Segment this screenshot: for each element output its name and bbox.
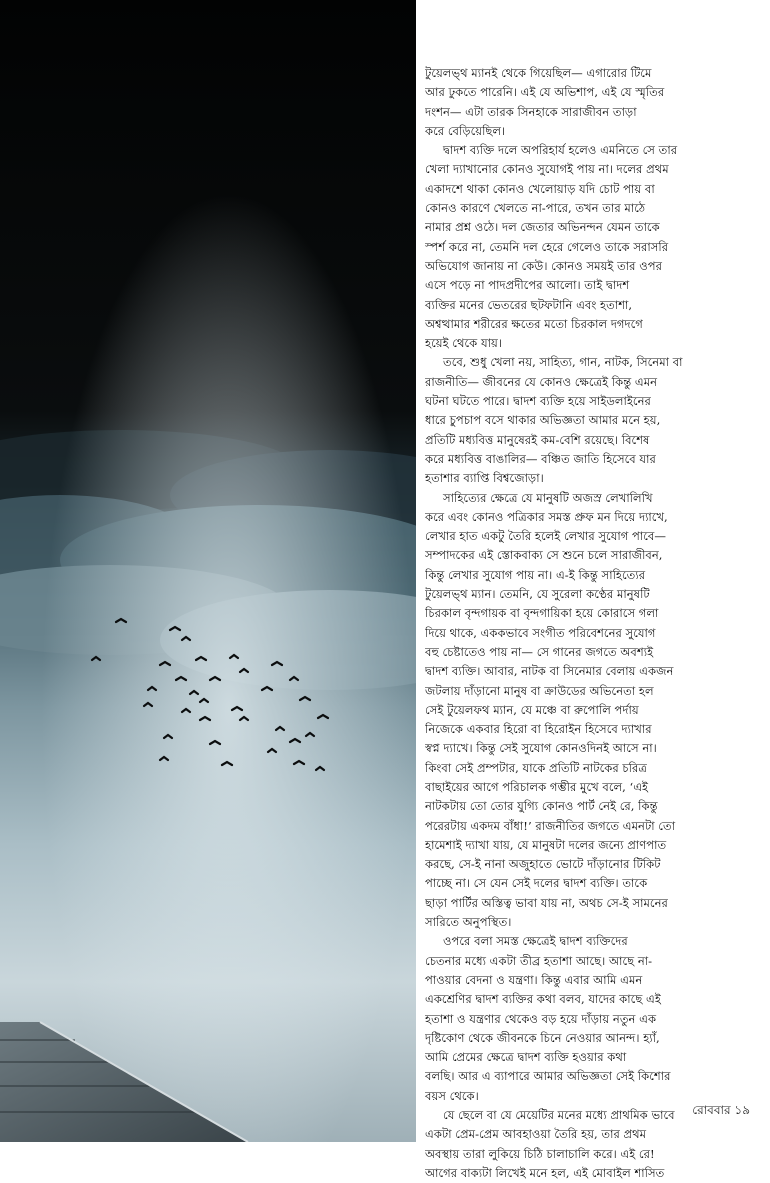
article-line: কিংবা সেই প্রম্পটার, যাকে প্রতিটি নাটকের চরিত্র (425, 760, 647, 775)
article-line: করে বেড়িয়েছিল। (425, 123, 506, 138)
article-line: নামার প্রশ্ন ওঠে। দল জেতার অভিনন্দন যেমন তাকে (425, 220, 660, 235)
article-line: ব্যক্তির মনের ভেতরের ছটফটানি এবং হতাশা, (425, 297, 633, 312)
article-line: স্বপ্ন দ্যাখে। কিন্তু সেই সুযোগ কোনওদিনই আসে না। (425, 741, 657, 756)
article-line: নিজেকে একবার হিরো বা হিরোইন হিসেবে দ্যাখার (425, 722, 652, 737)
page-folio: রোববার ১৯ (692, 1103, 750, 1117)
article-line: কিন্তু লেখার সুযোগ পায় না। এ-ই কিন্তু সাহিত্যের (425, 567, 646, 582)
article-line: ঘটনা ঘটতে পারে। দ্বাদশ ব্যক্তি হয়ে সাইডলাইনের (425, 394, 651, 409)
article-line: আগের বাক্যটা লিখেই মনে হল, এই মোবাইল শাসিত (425, 1165, 665, 1180)
article-line: রাজনীতি— জীবনের যে কোনও ক্ষেত্রেই কিন্তু এমন (425, 374, 658, 389)
article-line: সারিতে অনুপস্থিত। (425, 915, 512, 930)
article-line: সম্পাদকের এই স্তোকবাক্য সে শুনে চলে সারাজীবন, (425, 548, 663, 563)
article-line: হতাশা ও যন্ত্রণার থেকেও বড় হয়ে দাঁড়ায় নতুন এক (425, 1011, 657, 1026)
article-line: জটলায় দাঁড়ানো মানুষ বা ক্রাউডের অভিনেতা হল (425, 683, 654, 698)
article-line: অবস্থায় তারা লুকিয়ে চিঠি চালাচালি করে। এই রে! (425, 1146, 655, 1161)
article-line: দ্বাদশ ব্যক্তি দলে অপরিহার্য হলেও এমনিতে সে তার (443, 143, 678, 158)
article-line: পাওয়ার বেদনা ও যন্ত্রণা। কিন্তু এবার আমি এমন (425, 972, 643, 987)
article-paragraph (425, 932, 755, 1106)
article-line: দিয়ে থাকে, এককভাবে সংগীত পরিবেশনের সুযোগ (425, 625, 656, 640)
article-line: একাদশে থাকা কোনও খেলোয়াড় যদি চোট পায় বা (425, 181, 655, 196)
article-line: সেই টুয়েলফথ ম্যান, যে মঞ্চে বা রুপোলি পর্দায় (425, 702, 639, 717)
article-line: লেখার হাত একটু তৈরি হলেই লেখার সুযোগ পাবে— (425, 529, 666, 544)
article-line: টুয়েলভ্থ ম্যান। তেমনি, যে সুরেলা কণ্ঠের মানুষটি (425, 587, 650, 602)
article-line: প্রতিটি মধ্যবিত্ত মানুষেরই কম-বেশি রয়েছে। বিশেষ (425, 432, 650, 447)
article-line: একটা প্রেম-প্রেম আবহাওয়া তৈরি হয়, তার প্রথম (425, 1127, 647, 1142)
article-line: দ্বাদশ ব্যক্তি। আবার, নাটক বা সিনেমার বেলায় একজন (425, 664, 674, 679)
article-line: বয়স থেকে। (425, 1088, 479, 1103)
article-line: খেলা দ্যাখানোর কোনও সুযোগই পায় না। দলের প্রথম (425, 162, 669, 177)
article-line: বহু চেষ্টাতেও পায় না— সে গানের জগতে অবশ্যই (425, 644, 654, 659)
article-line: করে মধ্যবিত্ত বাঙালির— বঞ্চিত জাতি হিসেবে যার (425, 451, 656, 466)
article-line: এসে পড়ে না পাদপ্রদীপের আলো। তাই দ্বাদশ (425, 278, 630, 293)
article-line: দংশন— এটা তারক সিনহাকে সারাজীবন তাড়া (425, 104, 637, 119)
article-line: পরেরটায় একদম বাঁধা!’ রাজনীতির জগতে এমনটা তো (425, 818, 676, 833)
article-line: হামেশাই দ্যাখা যায়, যে মানুষটা দলের জন্যে প্রাণপাত (425, 837, 667, 852)
article-line: বলছি। আর এ ব্যাপারে আমার অভিজ্ঞতা সেই কিশোর (425, 1069, 671, 1084)
article-line: হয়েই থেকে যায়। (425, 336, 502, 351)
article-body (425, 64, 755, 1183)
article-line: পাচ্ছে না। সে যেন সেই দলের দ্বাদশ ব্যক্তি। তাকে (425, 876, 648, 891)
article-line: কোনও কারণে খেলতে না-পারে, তখন তার মাঠে (425, 201, 646, 216)
article-line: নাটকটায় তো তোর যুগ্যি কোনও পার্ট নেই রে, কিন্তু (425, 799, 658, 814)
article-line: টুয়েলভ্থ ম্যানই থেকে গিয়েছিল— এগারোর টিমে (425, 66, 652, 80)
article-line: ছাড়া পার্টির অস্তিত্ব ভাবা যায় না, অথচ সে-ই সামনের (425, 895, 668, 910)
article-line: যে ছেলে বা যে মেয়েটির মনের মধ্যে প্রাথমিক ভাবে (443, 1108, 675, 1123)
article-line: সাহিত্যের ক্ষেত্রে যে মানুষটি অজস্র লেখালিখি (443, 490, 653, 505)
article-line: ধারে চুপচাপ বসে থাকার অভিজ্ঞতা আমার মনে হয়, (425, 413, 661, 428)
article-line: চিরকাল বৃন্দগায়ক বা বৃন্দগায়িকা হয়ে কোরাসে গলা (425, 606, 659, 621)
article-line: চেতনার মধ্যে একটা তীব্র হতাশা আছে। আছে না- (425, 953, 653, 968)
article-line: একশ্রেণির দ্বাদশ ব্যক্তির কথা বলব, যাদের কাছে এই (425, 992, 661, 1007)
article-line: করে এবং কোনও পত্রিকার সমস্ত প্রুফ মন দিয়ে দ্যাখে, (425, 509, 668, 524)
article-line: আমি প্রেমের ক্ষেত্রে দ্বাদশ ব্যক্তি হওয়ার কথা (425, 1050, 627, 1065)
article-line: বাছাইয়ের আগে পরিচালক গম্ভীর মুখে বলে, ‘এই (425, 779, 649, 794)
article-paragraph (425, 353, 755, 488)
article-line: অভিযোগ জানায় না কেউ। কোনও সময়ই তার ওপর (425, 258, 663, 273)
article-line: অশ্বত্থামার শরীরের ক্ষতের মতো চিরকাল দগদগে (425, 316, 643, 331)
article-paragraph (425, 489, 755, 933)
article-line: দৃষ্টিকোণ থেকে জীবনকে চিনে নেওয়ার আনন্দ। হ্যাঁ, (425, 1030, 660, 1045)
article-line: ওপরে বলা সমস্ত ক্ষেত্রেই দ্বাদশ ব্যক্তিদের (443, 934, 628, 949)
article-line: তবে, শুধু খেলা নয়, সাহিত্য, গান, নাটক, সিনেমা বা (443, 355, 683, 370)
article-paragraph (425, 141, 755, 353)
article-line: করছে, সে-ই নানা অজুহাতে ভোটে দাঁড়ানোর টিকিট (425, 857, 661, 872)
article-line: আর ঢুকতে পারেনি। এই যে অভিশাপ, এই যে স্মৃতির (425, 85, 665, 100)
article-line: স্পর্শ করে না, তেমনি দল হেরে গেলেও তাকে সরাসরি (425, 239, 669, 254)
article-line: হতাশার ব্যাপ্তি বিশ্বজোড়া। (425, 471, 544, 486)
article-paragraph (425, 64, 755, 141)
